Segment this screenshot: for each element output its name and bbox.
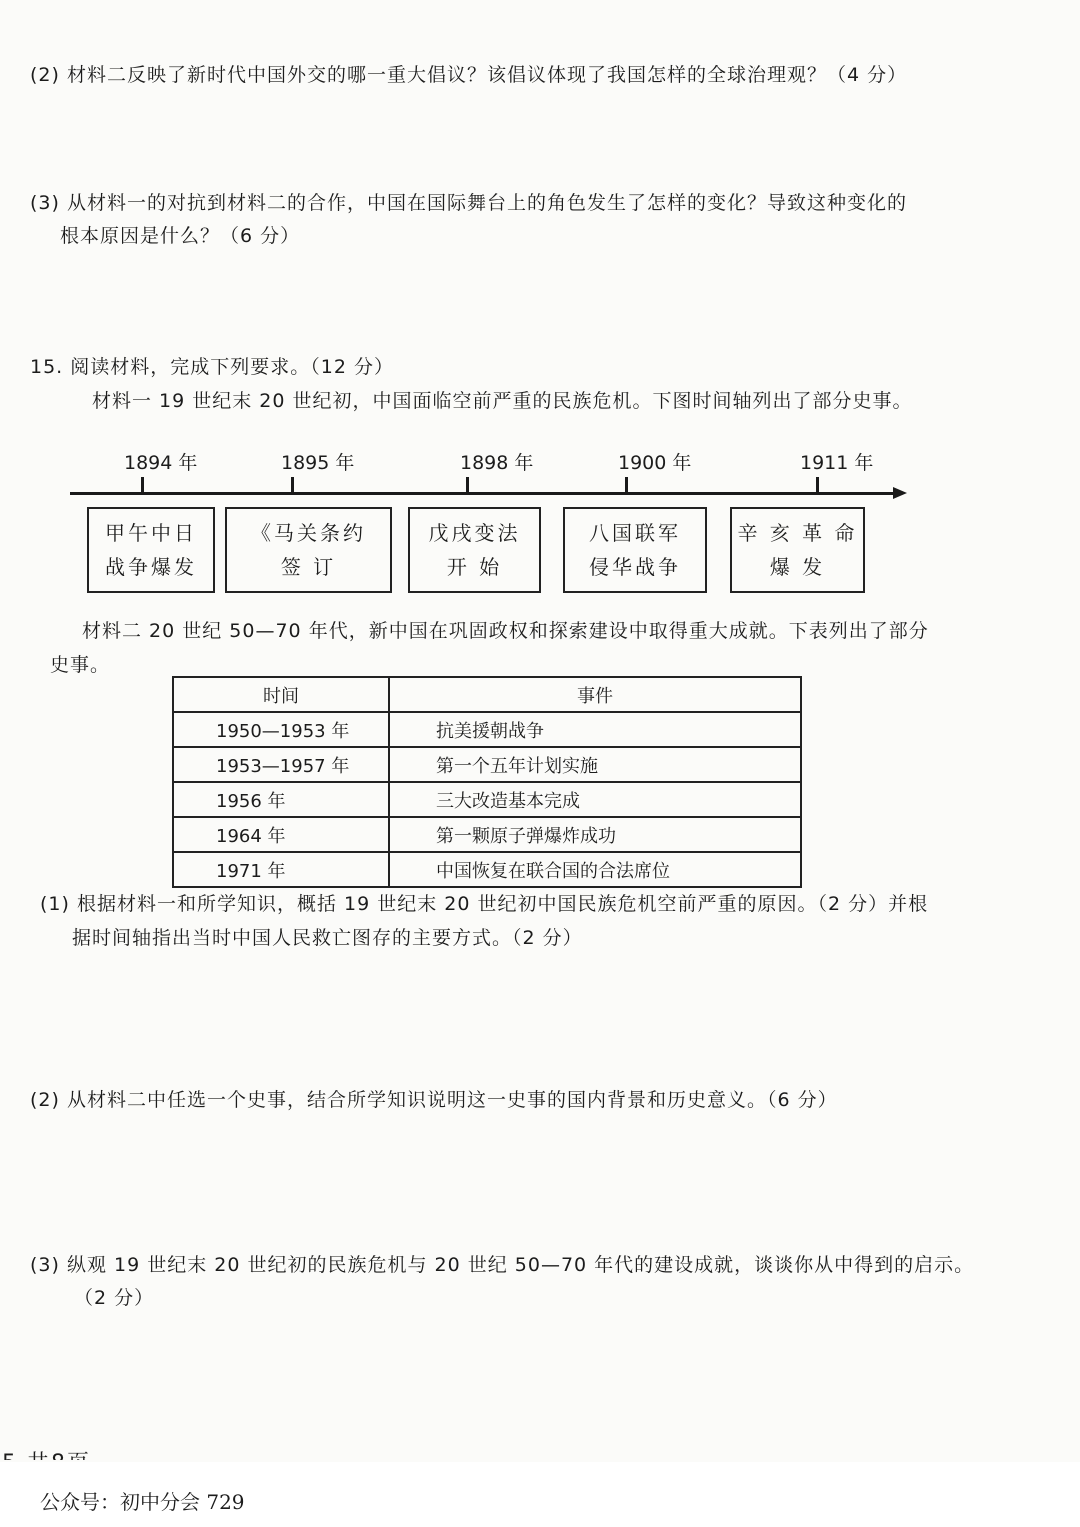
- table-cell-time: 1950—1953 年: [173, 712, 389, 747]
- event-text: 开 始: [446, 555, 503, 579]
- table-cell-time: 1953—1957 年: [173, 747, 389, 782]
- event-text: 戊戌变法: [428, 521, 521, 545]
- table-cell-event: 第一个五年计划实施: [389, 747, 801, 782]
- timeline-tick: [291, 477, 294, 494]
- timeline-tick: [141, 477, 144, 494]
- question-15-title: 15. 阅读材料，完成下列要求。（12 分）: [30, 356, 394, 378]
- event-text: 《马关条约: [251, 521, 366, 545]
- table-row: [173, 852, 801, 887]
- event-text: 辛 亥 革 命: [737, 521, 858, 545]
- material-1-text: 材料一 19 世纪末 20 世纪初，中国面临空前严重的民族危机。下图时间轴列出了部分史事。: [92, 390, 913, 412]
- timeline-year: 1900 年: [618, 452, 692, 474]
- question-14-2: (2) 材料二反映了新时代中国外交的哪一重大倡议？该倡议体现了我国怎样的全球治理观？（4 分）: [30, 64, 908, 86]
- table-header: 事件: [389, 677, 801, 712]
- question-15-3-line1: (3) 纵观 19 世纪末 20 世纪初的民族危机与 20 世纪 50—70 年代的建设成就，谈谈你从中得到的启示。: [30, 1254, 975, 1276]
- event-text: 甲午中日: [105, 521, 197, 545]
- timeline-year: 1898 年: [460, 452, 534, 474]
- footer-text: 公众号：初中分会 729: [40, 1490, 245, 1514]
- timeline-arrow-icon: [893, 487, 907, 499]
- question-15-2: (2) 从材料二中任选一个史事，结合所学知识说明这一史事的国内背景和历史意义。（6 分）: [30, 1089, 838, 1111]
- table-row: [173, 782, 801, 817]
- question-14-3-line1: (3) 从材料一的对抗到材料二的合作，中国在国际舞台上的角色发生了怎样的变化？导致这种变化的: [30, 192, 907, 214]
- timeline-event-box: [730, 507, 865, 593]
- table-header: 时间: [173, 677, 389, 712]
- table-cell-time: 1964 年: [173, 817, 389, 852]
- table-row: [173, 712, 801, 747]
- table-cell-event: 抗美援朝战争: [389, 712, 801, 747]
- material-2-line2: 史事。: [50, 654, 111, 676]
- material-2-line1: 材料二 20 世纪 50—70 年代，新中国在巩固政权和探索建设中取得重大成就。下表列出了部分: [82, 620, 929, 642]
- timeline-year: 1894 年: [124, 452, 198, 474]
- timeline-year: 1895 年: [281, 452, 355, 474]
- timeline-event-box: [225, 507, 392, 593]
- timeline-tick: [625, 477, 628, 494]
- events-table: [172, 676, 802, 888]
- event-text: 八国联军: [589, 521, 681, 545]
- question-14-3-line2: 根本原因是什么？（6 分）: [60, 225, 301, 247]
- timeline-event-box: [87, 507, 215, 593]
- table-header-row: [173, 677, 801, 712]
- timeline-event-box: [563, 507, 707, 593]
- table-cell-time: 1971 年: [173, 852, 389, 887]
- timeline-tick: [466, 477, 469, 494]
- timeline-year: 1911 年: [800, 452, 874, 474]
- event-text: 爆 发: [769, 555, 826, 579]
- timeline-event-box: [408, 507, 541, 593]
- question-15-1-line1: (1) 根据材料一和所学知识，概括 19 世纪末 20 世纪初中国民族危机空前严重的原因。（2 分）并根: [40, 893, 929, 915]
- table-cell-event: 三大改造基本完成: [389, 782, 801, 817]
- timeline-tick: [816, 477, 819, 494]
- table-row: [173, 817, 801, 852]
- event-text: 签 订: [280, 555, 337, 579]
- question-15-1-line2: 据时间轴指出当时中国人民救亡图存的主要方式。（2 分）: [72, 927, 583, 949]
- timeline-axis: [70, 492, 895, 495]
- event-text: 侵华战争: [589, 555, 681, 579]
- table-cell-event: 第一颗原子弹爆炸成功: [389, 817, 801, 852]
- question-15-3-line2: （2 分）: [74, 1287, 155, 1309]
- table-row: [173, 747, 801, 782]
- table-cell-event: 中国恢复在联合国的合法席位: [389, 852, 801, 887]
- table-cell-time: 1956 年: [173, 782, 389, 817]
- event-text: 战争爆发: [105, 555, 197, 579]
